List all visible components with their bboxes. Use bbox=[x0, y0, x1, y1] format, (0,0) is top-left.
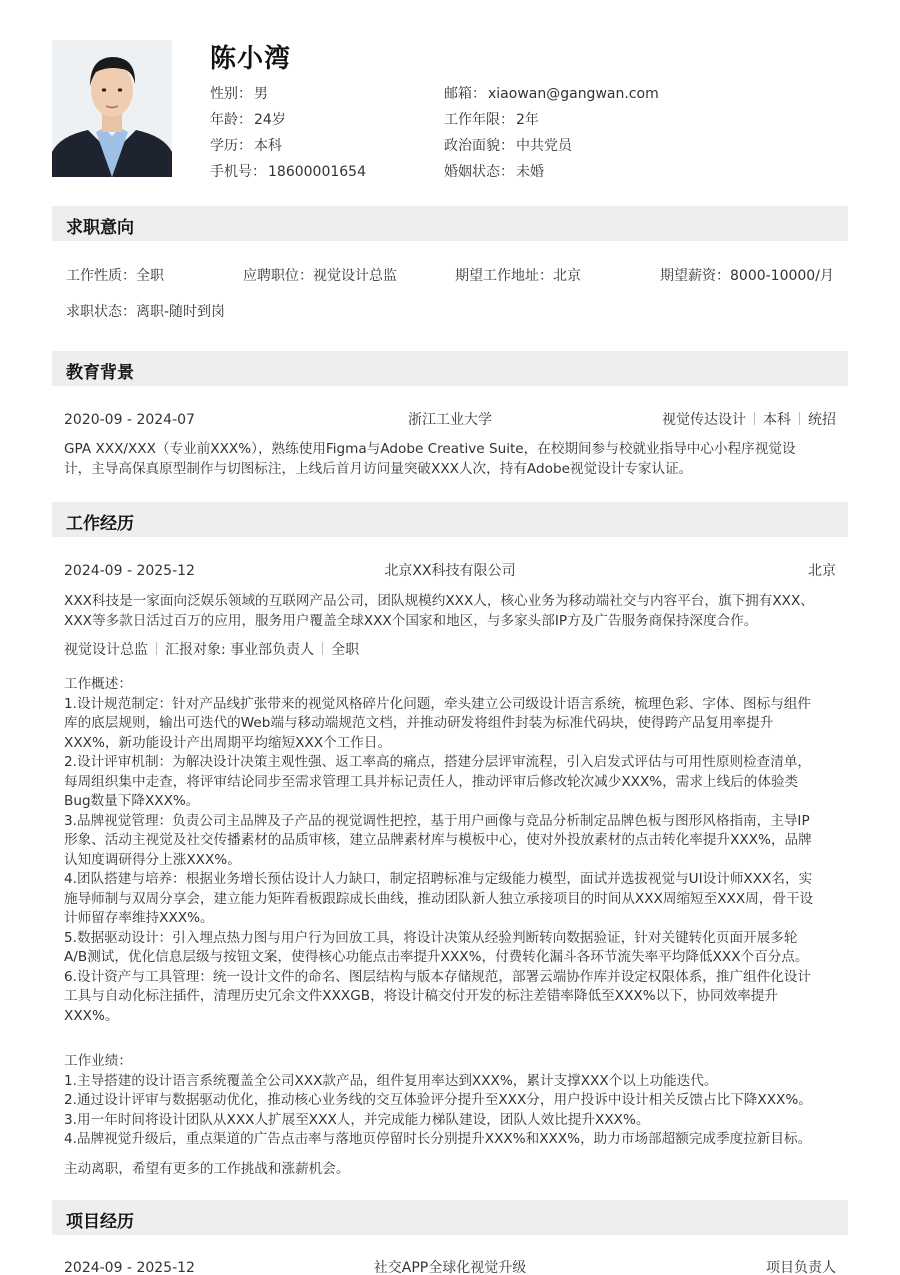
text-line: 3.品牌视觉管理：负责公司主品牌及子产品的视觉调性把控，基于用户画像与竞品分析制定品牌色板与图形风格指南，主导IP bbox=[64, 812, 810, 829]
profile-photo bbox=[52, 40, 172, 177]
project-role: 项目负责人 bbox=[766, 1260, 836, 1275]
text-line: XXX科技是一家面向泛娱乐领域的互联网产品公司，团队规模约XXX人，核心业务为移动端社交与内容平台，旗下拥有XXX、 bbox=[64, 593, 814, 609]
education-meta bbox=[560, 410, 836, 430]
section-header-project bbox=[52, 1200, 848, 1235]
job-salary-value: 8000-10000/月 bbox=[730, 268, 834, 284]
education-period: 2020-09 - 2024-07 bbox=[64, 412, 195, 428]
section-title: 项目经历 bbox=[66, 1212, 134, 1232]
text-line: 1.设计规范制定：针对产品线扩张带来的视觉风格碎片化问题，牵头建立公司级设计语言系统，梳理色彩、字体、图标与组件 bbox=[64, 695, 812, 712]
job-status-label: 求职状态： bbox=[66, 304, 136, 320]
text-line: 工作业绩： bbox=[64, 1053, 132, 1069]
section-title: 教育背景 bbox=[66, 363, 134, 383]
age-label: 年龄： bbox=[210, 112, 252, 128]
text-line: 计师留存率维持XXX%。 bbox=[64, 910, 214, 926]
text-line: 施导师制与双周分享会，建立能力矩阵看板跟踪成长曲线，推动团队新人独立承接项目的时间从XXX周缩短至XXX周，骨干设 bbox=[64, 890, 814, 907]
text-line: 3.用一年时间将设计团队从XXX人扩展至XXX人，并完成能力梯队建设，团队人效比提升XXX%。 bbox=[64, 1111, 650, 1128]
education-description bbox=[64, 440, 836, 479]
text-line: 库的底层规则，输出可迭代的Web端与移动端规范文档，并推动研发将组件封装为标准代码块，使得跨产品复用率提升 bbox=[64, 715, 774, 731]
education-degree: 本科 bbox=[763, 412, 791, 428]
education-type: 统招 bbox=[808, 412, 836, 428]
work-overview bbox=[64, 675, 836, 1026]
job-status bbox=[66, 302, 225, 322]
gender-row bbox=[210, 84, 268, 104]
work-company: 北京XX科技有限公司 bbox=[384, 563, 516, 579]
work-role: 视觉设计总监 bbox=[64, 642, 148, 658]
marital-label: 婚姻状态： bbox=[444, 164, 514, 180]
email-row bbox=[444, 84, 659, 104]
text-line: 2.通过设计评审与数据驱动优化，推动核心业务线的交互体验评分提升至XXX分，用户投诉中设计相关反馈占比下降XXX%。 bbox=[64, 1092, 812, 1108]
phone-label: 手机号： bbox=[210, 164, 266, 180]
section-header-intent bbox=[52, 206, 848, 241]
text-line: 2.设计评审机制：为解决设计决策主观性强、返工率高的痛点，搭建分层评审流程，引入启发式评估与可用性原则检查清单， bbox=[64, 754, 812, 770]
gender-value: 男 bbox=[254, 86, 268, 102]
text-line: 工作概述： bbox=[64, 676, 132, 692]
divider bbox=[156, 642, 157, 655]
marital-row bbox=[444, 162, 544, 182]
section-title: 工作经历 bbox=[66, 514, 134, 534]
text-line: XXX%。 bbox=[64, 1007, 119, 1024]
text-line: 1.主导搭建的设计语言系统覆盖全公司XXX款产品，组件复用率达到XXX%，累计支撑XXX个以上功能迭代。 bbox=[64, 1072, 718, 1089]
edu-label: 学历： bbox=[210, 138, 252, 154]
job-type bbox=[66, 266, 164, 286]
text-line: A/B测试，优化信息层级与按钮文案，使得核心功能点击率提升XXX%，付费转化漏斗各环节流失率平均降低XXX个百分点。 bbox=[64, 949, 809, 965]
job-location-value: 北京 bbox=[553, 268, 581, 284]
section-header-work bbox=[52, 502, 848, 537]
work-report: 汇报对象: 事业部负责人 bbox=[165, 642, 315, 658]
work-achievements bbox=[64, 1052, 836, 1150]
years-row bbox=[444, 110, 539, 130]
marital-value: 未婚 bbox=[516, 164, 544, 180]
text-line: 每周组织集中走查，将评审结论同步至需求管理工具并标记责任人，推动评审后修改轮次减少XXX%，需求上线后的体验类 bbox=[64, 773, 799, 790]
divider bbox=[754, 412, 755, 425]
job-position-value: 视觉设计总监 bbox=[313, 268, 397, 284]
text-line: 工具与自动化标注插件，清理历史冗余文件XXXGB，将设计稿交付开发的标注差错率降低至XXX%以下，协同效率提升 bbox=[64, 988, 778, 1004]
job-type-value: 全职 bbox=[136, 268, 164, 284]
job-salary bbox=[660, 266, 834, 286]
politics-value: 中共党员 bbox=[516, 138, 572, 154]
email-value: xiaowan@gangwan.com bbox=[488, 86, 659, 102]
divider bbox=[322, 642, 323, 655]
education-major: 视觉传达设计 bbox=[662, 412, 746, 428]
section-header-education bbox=[52, 351, 848, 386]
divider bbox=[799, 412, 800, 425]
job-position-label: 应聘职位： bbox=[243, 268, 313, 284]
project-name: 社交APP全球化视觉升级 bbox=[373, 1260, 527, 1275]
phone-value: 18600001654 bbox=[268, 164, 366, 180]
text-line: XXX%，新功能设计产出周期平均缩短XXX个工作日。 bbox=[64, 734, 392, 751]
years-value: 2年 bbox=[516, 112, 539, 128]
text-line: 4.品牌视觉升级后，重点渠道的广告点击率与落地页停留时长分别提升XXX%和XXX%，助力市场部超额完成季度拉新目标。 bbox=[64, 1131, 812, 1147]
job-location bbox=[455, 266, 581, 286]
text-line: 计，主导高保真原型制作与切图标注，上线后首月访问量突破XXX人次，持有Adobe视觉设计专家认证。 bbox=[64, 460, 693, 477]
text-line: XXX等多款日活过百万的应用，服务用户覆盖全球XXX个国家和地区，与多家头部IP方及广告服务商保持深度合作。 bbox=[64, 612, 758, 629]
work-city: 北京 bbox=[808, 563, 836, 579]
politics-label: 政治面貌： bbox=[444, 138, 514, 154]
education-school: 浙江工业大学 bbox=[408, 412, 492, 428]
text-line: 6.设计资产与工具管理：统一设计文件的命名、图层结构与版本存储规范，部署云端协作库并设定权限体系，推广组件化设计 bbox=[64, 968, 812, 985]
text-line: 5.数据驱动设计：引入埋点热力图与用户行为回放工具，将设计决策从经验判断转向数据验证，针对关键转化页面开展多轮 bbox=[64, 929, 798, 946]
years-label: 工作年限： bbox=[444, 112, 514, 128]
project-period: 2024-09 - 2025-12 bbox=[64, 1260, 195, 1275]
phone-row bbox=[210, 162, 366, 182]
work-period: 2024-09 - 2025-12 bbox=[64, 563, 195, 579]
job-location-label: 期望工作地址： bbox=[455, 268, 553, 284]
text-line: 4.团队搭建与培养：根据业务增长预估设计人力缺口，制定招聘标准与定级能力模型，面试并选拔视觉与UI设计师XXX名，实 bbox=[64, 871, 813, 887]
company-intro bbox=[64, 592, 836, 631]
job-position bbox=[243, 266, 397, 286]
section-title: 求职意向 bbox=[66, 218, 134, 238]
age-row bbox=[210, 110, 286, 130]
politics-row bbox=[444, 136, 572, 156]
job-status-value: 离职-随时到岗 bbox=[136, 304, 226, 320]
leave-reason: 主动离职，希望有更多的工作挑战和涨薪机会。 bbox=[64, 1161, 350, 1177]
gender-label: 性别： bbox=[210, 86, 252, 102]
age-value: 24岁 bbox=[254, 112, 286, 128]
job-type-label: 工作性质： bbox=[66, 268, 136, 284]
text-line: 认知度调研得分上涨XXX%。 bbox=[64, 851, 241, 868]
text-line: Bug数量下降XXX%。 bbox=[64, 793, 200, 809]
text-line: GPA XXX/XXX（专业前XXX%），熟练使用Figma与Adobe Creative Suite，在校期间参与校就业指导中心小程序视觉设 bbox=[64, 441, 796, 457]
text-line: 形象、活动主视觉及社交传播素材的品质审核，建立品牌素材库与模板中心，使对外投放素材的点击转化率提升XXX%，品牌 bbox=[64, 832, 812, 848]
candidate-name: 陈小湾 bbox=[210, 44, 292, 74]
avatar bbox=[52, 40, 172, 177]
work-kind: 全职 bbox=[331, 642, 360, 658]
edu-value: 本科 bbox=[254, 138, 282, 154]
job-salary-label: 期望薪资： bbox=[660, 268, 730, 284]
email-label: 邮箱： bbox=[444, 86, 486, 102]
work-role-meta bbox=[64, 640, 359, 660]
education-row bbox=[210, 136, 282, 156]
